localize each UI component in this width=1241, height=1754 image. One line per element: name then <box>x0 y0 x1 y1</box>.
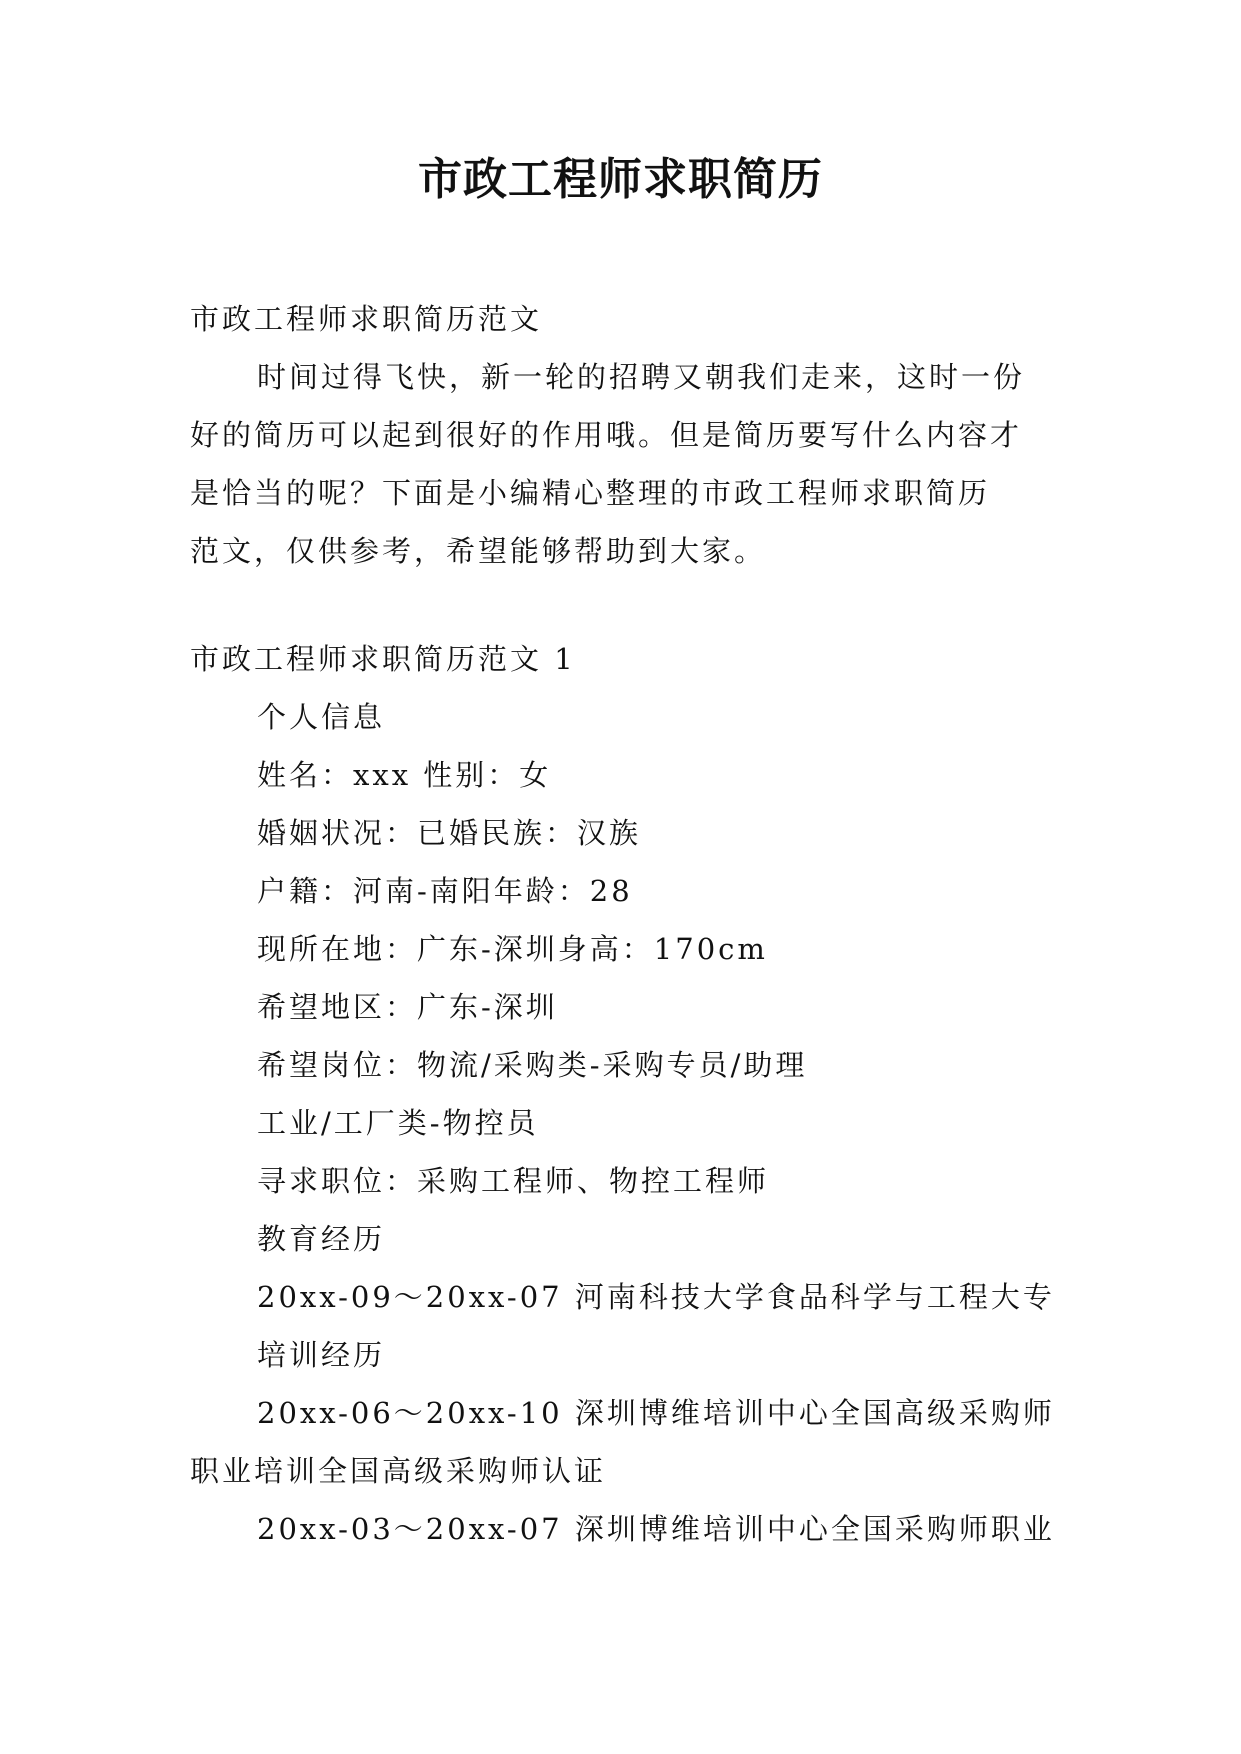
training-entry-1-line-2: 职业培训全国高级采购师认证 <box>190 1454 607 1488</box>
section-personal-info: 个人信息 <box>257 700 386 734</box>
intro-heading: 市政工程师求职简历范文 <box>190 302 543 336</box>
intro-paragraph-line-1: 时间过得飞快，新一轮的招聘又朝我们走来，这时一份 <box>257 360 1026 394</box>
education-entry: 20xx-09～20xx-07 河南科技大学食品科学与工程大专 <box>257 1280 1055 1314</box>
intro-paragraph-line-4: 范文，仅供参考，希望能够帮助到大家。 <box>190 534 767 568</box>
household-age-line: 户籍：河南-南阳年龄：28 <box>257 874 633 908</box>
intro-paragraph-line-3: 是恰当的呢？下面是小编精心整理的市政工程师求职简历 <box>190 476 991 510</box>
document-title: 市政工程师求职简历 <box>418 154 823 205</box>
section-education: 教育经历 <box>257 1222 386 1256</box>
marital-ethnicity-line: 婚姻状况：已婚民族：汉族 <box>257 816 642 850</box>
seeking-role-line: 寻求职位：采购工程师、物控工程师 <box>257 1164 770 1198</box>
document-body <box>190 290 1060 1558</box>
location-height-line: 现所在地：广东-深圳身高：170cm <box>257 932 768 966</box>
training-entry-2-line-1: 20xx-03～20xx-07 深圳博维培训中心全国采购师职业 <box>257 1512 1055 1546</box>
desired-position-line: 希望岗位：物流/采购类-采购专员/助理 <box>257 1048 808 1082</box>
training-entry-1-line-1: 20xx-06～20xx-10 深圳博维培训中心全国高级采购师 <box>257 1396 1055 1430</box>
desired-region-line: 希望地区：广东-深圳 <box>257 990 558 1024</box>
desired-position-continued-line: 工业/工厂类-物控员 <box>257 1106 539 1140</box>
section-training: 培训经历 <box>257 1338 386 1372</box>
sample-heading: 市政工程师求职简历范文 1 <box>190 642 576 676</box>
name-gender-line: 姓名：xxx 性别：女 <box>257 758 552 792</box>
intro-paragraph-line-2: 好的简历可以起到很好的作用哦。但是简历要写什么内容才 <box>190 418 1023 452</box>
